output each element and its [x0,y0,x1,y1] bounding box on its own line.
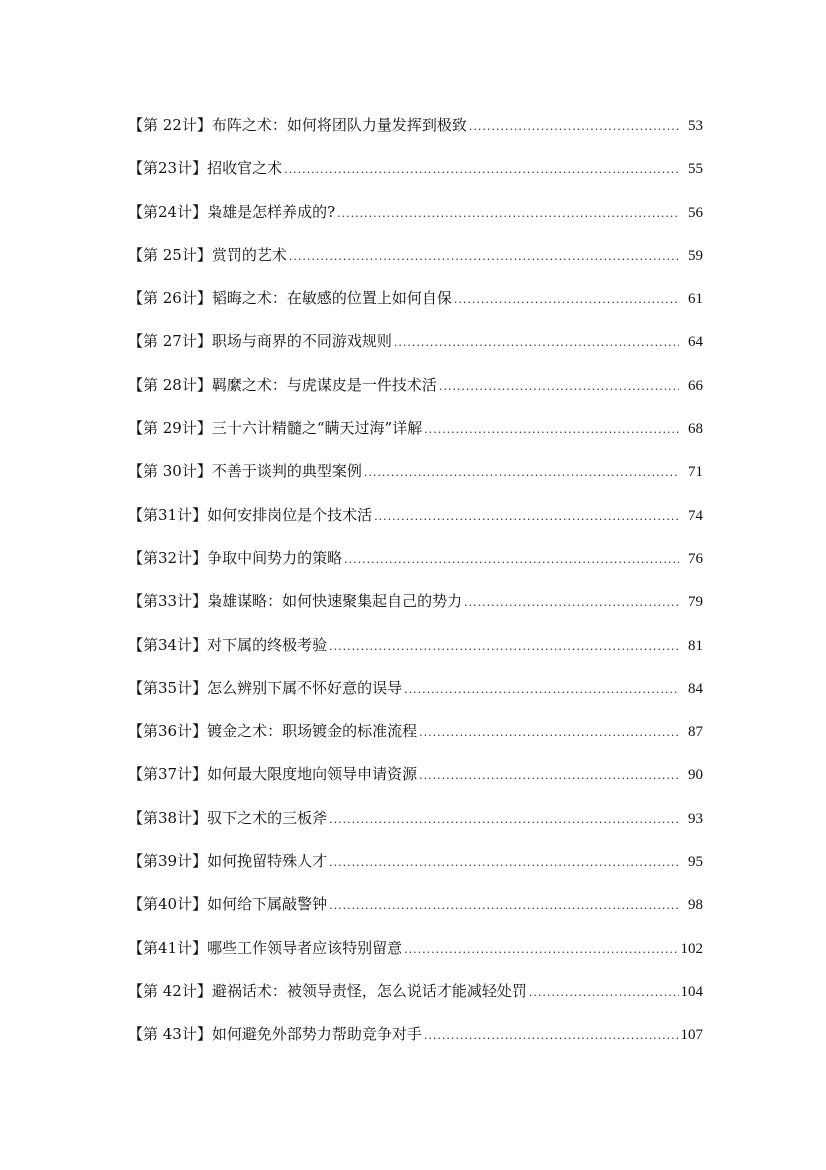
toc-entry[interactable] [128,151,703,194]
toc-entry-title: 【第 26计】韬晦之术：在敏感的位置上如何自保 [128,289,452,308]
toc-entry[interactable] [128,801,703,844]
toc-entry[interactable] [128,498,703,541]
toc-page-number: 98 [688,897,703,914]
dot-leader [364,456,679,490]
toc-entry-title: 【第39计】如何挽留特殊人才 [128,852,328,871]
toc-entry-title: 【第 25计】赏罚的艺术 [128,245,287,264]
table-of-contents [128,108,703,1061]
toc-entry-title: 【第 22计】布阵之术：如何将团队力量发挥到极致 [128,116,467,134]
toc-page-number: 79 [688,594,703,611]
toc-page-number: 90 [688,767,703,784]
toc-entry[interactable] [128,195,703,238]
toc-entry-title: 【第38计】驭下之术的三板斧 [128,808,328,827]
dot-leader [404,933,678,967]
toc-entry[interactable] [128,324,703,367]
dot-leader [329,889,679,923]
toc-entry-title: 【第37计】如何最大限度地向领导申请资源 [128,765,418,784]
toc-entry-title: 【第23计】招收官之术 [128,159,283,178]
toc-entry-title: 【第 27计】职场与商界的不同游戏规则 [128,332,392,351]
toc-entry-title: 【第 29计】三十六计精髓之“瞒天过海”详解 [128,419,423,438]
toc-entry[interactable] [128,238,703,281]
toc-entry[interactable] [128,714,703,757]
toc-entry-title: 【第32计】争取中间势力的策略 [128,548,343,567]
toc-page-number: 61 [688,291,703,308]
dot-leader [464,586,679,620]
toc-page-number: 107 [680,1027,703,1044]
toc-page-number: 84 [688,680,703,697]
toc-page-number: 76 [688,550,703,567]
toc-entry[interactable] [128,887,703,930]
dot-leader [329,803,679,837]
toc-entry-title: 【第 30计】不善于谈判的典型案例 [128,462,362,481]
toc-entry[interactable] [128,584,703,627]
dot-leader [424,413,679,447]
toc-entry-title: 【第36计】镀金之术：职场镀金的标准流程 [128,722,418,741]
dot-leader [329,630,679,664]
dot-leader [344,543,679,577]
dot-leader [329,846,679,880]
toc-page-number: 66 [688,377,703,394]
toc-page-number: 64 [688,334,703,351]
toc-page-number: 71 [688,464,703,481]
toc-entry-title: 【第 43计】如何避免外部势力帮助竞争对手 [128,1025,422,1044]
dot-leader [394,326,679,360]
toc-entry-title: 【第35计】怎么辨别下属不怀好意的误导 [128,678,403,697]
dot-leader [529,976,679,1010]
toc-entry-title: 【第31计】如何安排岗位是个技术活 [128,505,373,524]
toc-page-number: 87 [688,724,703,741]
toc-entry[interactable] [128,974,703,1017]
toc-page-number: 95 [688,854,703,871]
dot-leader [374,500,679,534]
dot-leader [284,153,679,187]
toc-entry-title: 【第 28计】羁縻之术：与虎谋皮是一件技术活 [128,375,437,394]
dot-leader [454,283,679,317]
toc-entry[interactable] [128,411,703,454]
toc-page-number: 93 [688,810,703,827]
toc-entry-title: 【第 42计】避祸话术：被领导责怪，怎么说话才能减轻处罚 [128,981,527,1000]
toc-entry-title: 【第24计】枭雄是怎样养成的? [128,202,336,221]
toc-entry-title: 【第40计】如何给下属敲警钟 [128,895,328,914]
toc-entry[interactable] [128,628,703,671]
dot-leader [424,1019,679,1053]
dot-leader [419,716,679,750]
toc-entry[interactable] [128,541,703,584]
dot-leader [419,759,679,793]
dot-leader [469,110,679,144]
toc-page-number: 55 [688,161,703,178]
toc-entry[interactable] [128,671,703,714]
toc-entry-title: 【第34计】对下属的终极考验 [128,635,328,654]
toc-entry[interactable] [128,454,703,497]
toc-entry-title: 【第41计】哪些工作领导者应该特别留意 [128,938,403,957]
toc-entry[interactable] [128,281,703,324]
toc-page-number: 56 [688,204,703,221]
toc-page-number: 81 [688,637,703,654]
toc-entry[interactable] [128,844,703,887]
dot-leader [289,240,679,274]
toc-page-number: 59 [688,247,703,264]
dot-leader [404,673,679,707]
toc-entry[interactable] [128,368,703,411]
toc-entry[interactable] [128,931,703,974]
toc-page-number: 68 [688,421,703,438]
toc-page-number: 104 [680,983,703,1000]
dot-leader [439,370,679,404]
toc-page-number: 74 [688,507,703,524]
toc-entry[interactable] [128,108,703,151]
dot-leader [337,197,679,231]
toc-page-number: 53 [688,118,703,134]
toc-entry-title: 【第33计】枭雄谋略：如何快速聚集起自己的势力 [128,592,463,611]
toc-entry[interactable] [128,1017,703,1060]
toc-entry[interactable] [128,757,703,800]
toc-page-number: 102 [680,940,703,957]
